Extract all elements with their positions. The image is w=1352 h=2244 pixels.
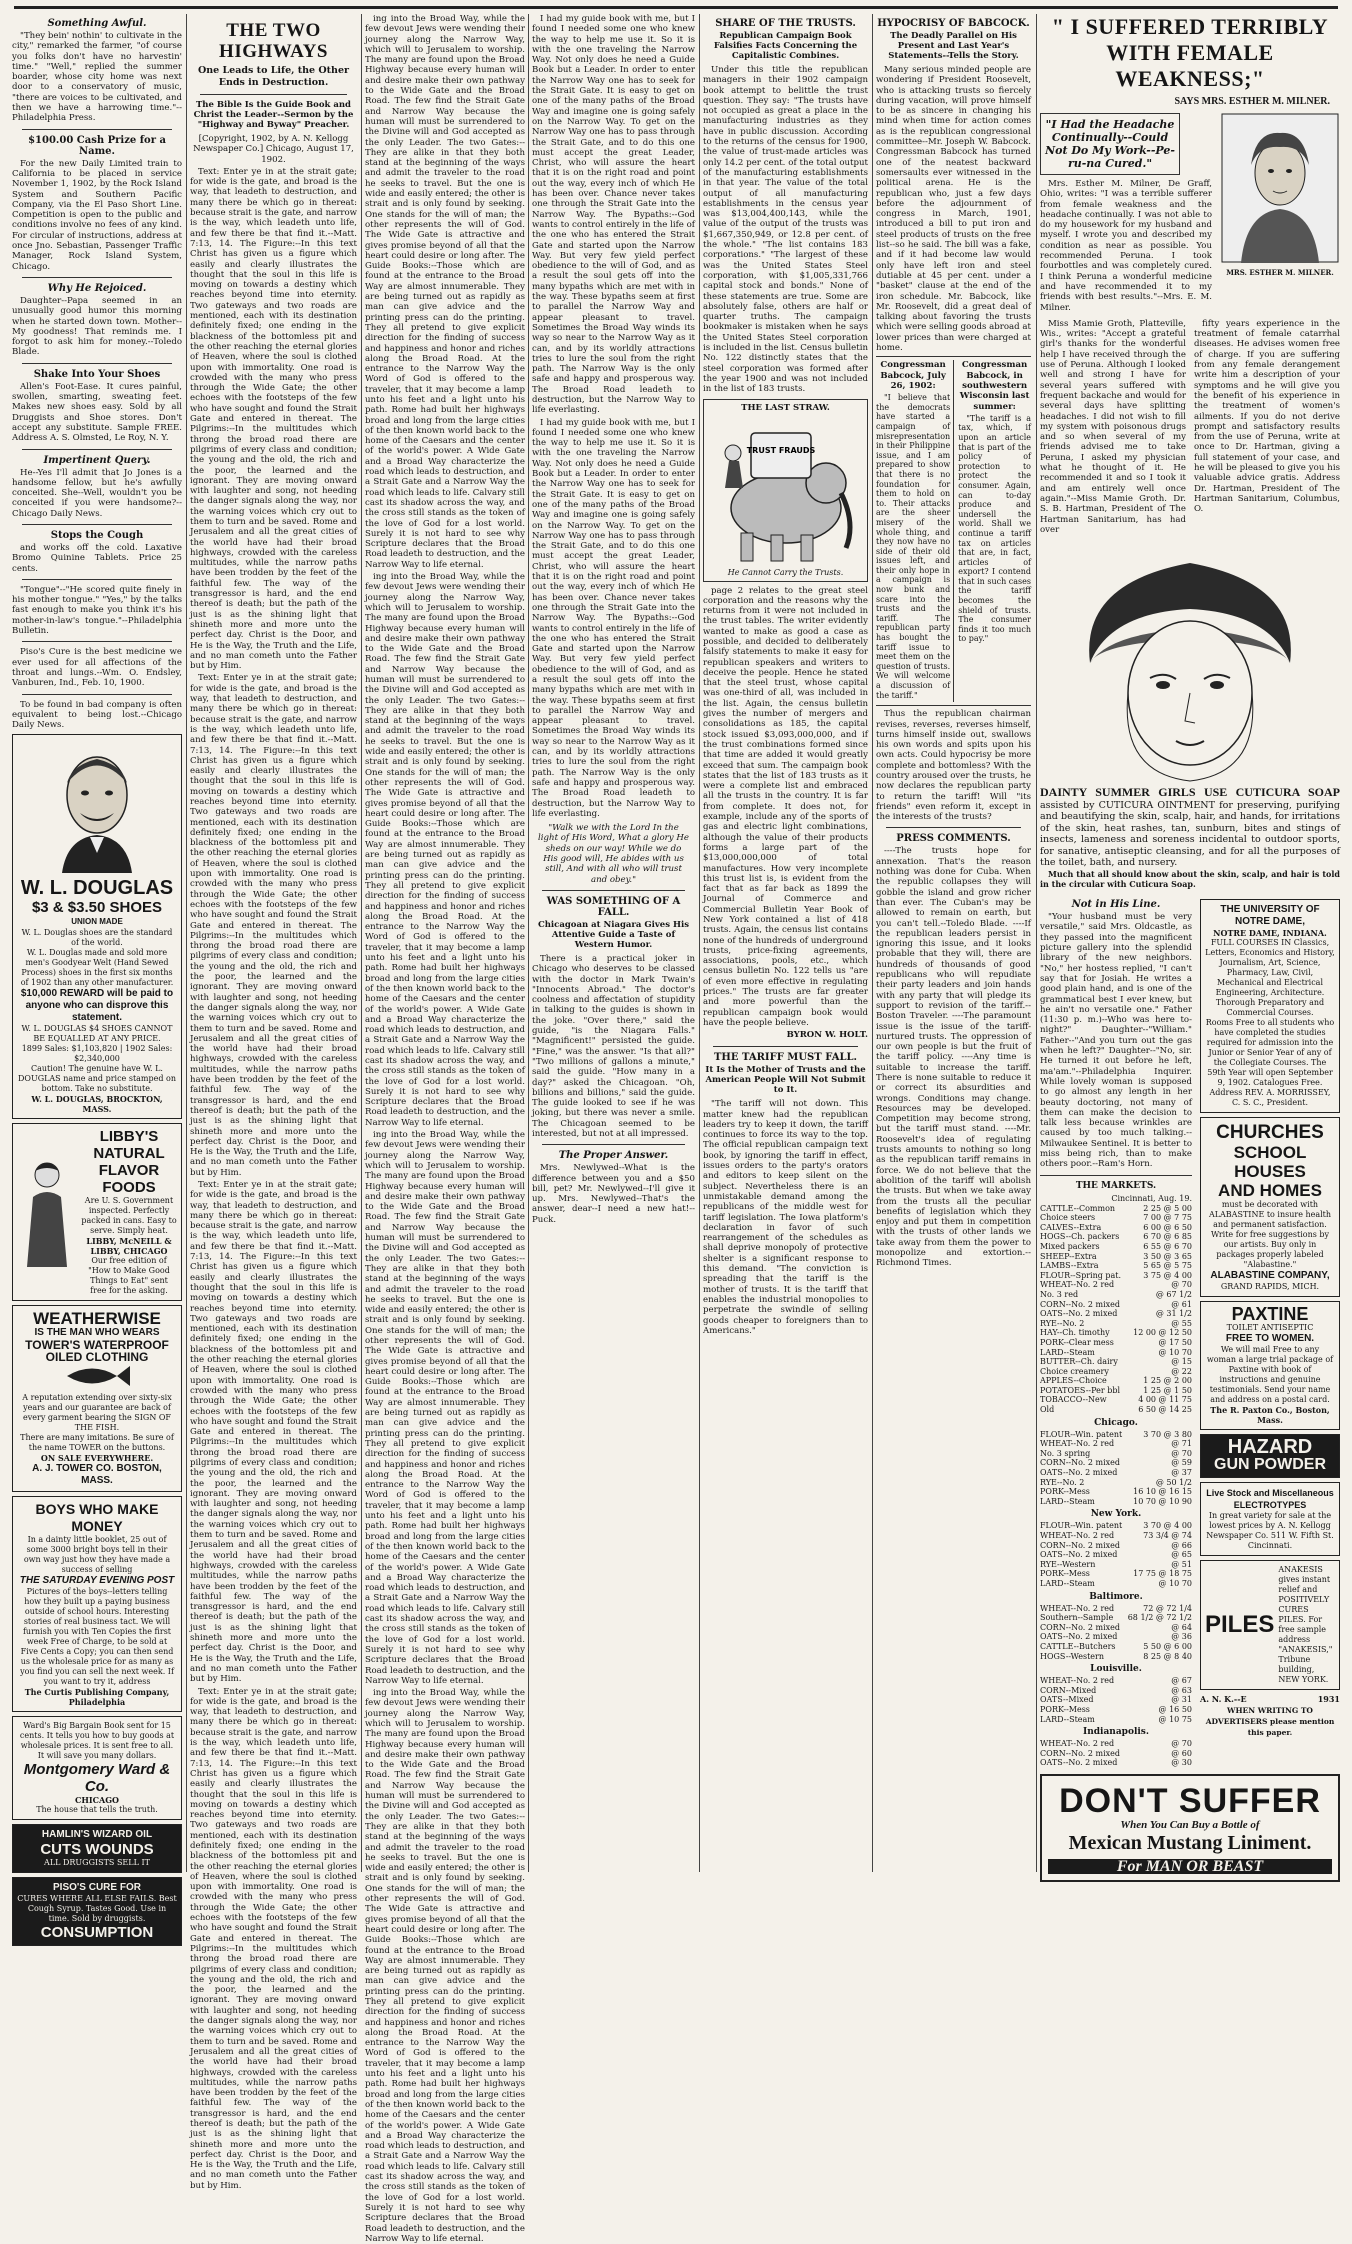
column-1 [12, 14, 182, 1942]
ad-text: Mrs. Esther M. Milner, De Graff, Ohio, writes: "I was a terrible sufferer from female weakness and the headache continually. I was not able to do my housework for my husband and myself. I wrote you and described my condition as near as possible. You recommended Peruna. I took fourbottles and was completely cured. I think Peruna a wonderful medicine and have recommended it to my friends with best results."--Mrs. E. M. Milner. [1040, 179, 1212, 313]
market-item: LARD--Steam [1040, 1578, 1095, 1588]
market-item: HOGS--Ch. packers [1040, 1232, 1120, 1242]
market-price: @ 10 70 [1158, 1578, 1192, 1588]
market-item: CALVES--Extra [1040, 1222, 1102, 1232]
article-text: "The tariff will not down. This matter knew had the republican leaders try to keep it down, the tariff continues to force its way to the top. The official republican campaign text book, by ignoring the tariff in effect, issues orders to the party's orators and editors to keep silent on the subject. Nevertheless there is an unmistakable demand among the republicans of the middle west for tariff legislation. The Iowa platform's declaration in favor of such rearrangement of the schedules as shall deprive monopoly of protective shelter is a significant response to this demand. "The conviction is spreading that the tariff is the mother of trusts. It is the tariff that enables the industrial monopolies to perpetrate the swindle of selling goods cheaper to foreigners than to Americans." [703, 1099, 868, 1336]
market-price: 4 00 @ 11 75 [1138, 1395, 1192, 1405]
market-row [1040, 1290, 1192, 1300]
article-text: To be found in bad company is often equivalent to being lost.--Chicago Daily News. [12, 699, 182, 731]
market-price: @ 59 [1171, 1458, 1192, 1468]
market-item: No. 3 red [1040, 1289, 1079, 1299]
cuticura-headline: DAINTY SUMMER GIRLS USE CUTICURA SOAP [1040, 785, 1340, 800]
ad-text: assisted by CUTICURA OINTMENT for preserving, purifying and beautifying the skin, scalp, hair, and hands, for irritations of the skin, heat rashes, tan, sunburn, bites and stings of insects, lameness and soreness incidental to outdoor sports, for sanative, antiseptic cleansing, and for all the purposes of the toilet, bath, and nursery. [1040, 799, 1340, 869]
market-row [1040, 1252, 1192, 1262]
market-item: OATS--No. 2 mixed [1040, 1758, 1118, 1768]
market-price: 5 50 @ 6 00 [1143, 1641, 1192, 1651]
market-row [1040, 1758, 1192, 1768]
market-item: PORK--Mess [1040, 1487, 1090, 1497]
market-row [1040, 1300, 1192, 1310]
market-item: OATS--Mixed [1040, 1695, 1094, 1705]
market-row [1040, 1541, 1192, 1551]
hazard-ad: HAZARD GUN POWDER [1200, 1434, 1340, 1478]
market-row [1040, 1749, 1192, 1759]
libby-title: LIBBY'S NATURAL FLAVOR FOODS [93, 1128, 165, 1197]
article-heading: Stops the Cough [50, 529, 144, 541]
market-price: 6 55 @ 6 70 [1143, 1241, 1192, 1251]
article-title: THE TWO HIGHWAYS [219, 20, 328, 62]
markets-heading: THE MARKETS. [1075, 1180, 1157, 1191]
market-row [1040, 1623, 1192, 1633]
market-row [1040, 1309, 1192, 1319]
market-item: SHEEP--Extra [1040, 1251, 1097, 1261]
article-text: Text: Enter ye in at the strait gate; for wide is the gate, and broad is the way, that leadeth to destruction, and many there be which go in thereat: because strait is the gate, and narrow is the way, which leadeth unto life, and few there be that find it.--Matt. 7:13, 14. The Figure:--In this text Christ has given us a figure which easily and clearly illustrates the thought that the soul in this life is moving on towards a destiny which reaches beyond time into eternity. Two gateways and two roads are mentioned, each with its destination definitely fixed; one ending in the blackness of the bottomless pit and the other reaching the eternal glories of Heaven, where the soul is clothed upon with immortality. One road is crowded with the many who press through the Wide Gate; the other echoes with the footsteps of the few who have sought and found the Strait Gate and entered in thereat. The Pilgrims:--In the multitudes which throng the broad road there are pilgrims of every class and condition; the young and the old, the rich and the poor, the learned and the ignorant. They are moving onward with laughter and song, not heeding the danger signals along the way, nor the warning voices which cry out to them to turn and be saved. Rome and Jerusalem and all the great cities of the world have had their broad highways, crowded with the careless multitudes, while the narrow paths have been trodden by the feet of the faithful few. The way of the transgressor is hard, and the end thereof is death; but the path of the just is as the shining light that shineth more and more unto the perfect day. Christ is the Door, and He is the Way, the Truth and the Life, and no man cometh unto the Father but by Him. [190, 166, 357, 672]
tower-ad: WEATHERWISE IS THE MAN WHO WEARS TOWER'S WATERPROOF OILED CLOTHING A reputation extending over sixty-six years and our guarantee are back of every garment bearing the SIGN OF THE FISH. There are many imitations. Be sure of the name TOWER on the buttons. ON SALE EVERYWHERE. A. J. TOWER CO. BOSTON, MASS. [12, 1305, 182, 1492]
market-price: @ 66 [1171, 1540, 1192, 1550]
article-text: ing into the Broad Way, while the few devout Jews were wending their journey along the Narrow Way, which will to Jerusalem to worship. The many are found upon the Broad Highway because every human will and desire make their own pathway to the Wide Gate and the Broad Road. The few find the Strait Gate and Narrow Way because the human will must be surrendered to the Divine will and God accepted as the only Leader. The two Gates:--They are alike in that they both stand at the beginning of the ways and admit the traveler to the road he seeks to travel. But the one is wide and easily entered; the other is strait and is only found by seeking. One stands for the will of man; the other represents the will of God. The Wide Gate is attractive and gives promise beyond of all that the heart could desire or long after. The Guide Books:--Those which are found at the entrance to the Broad Way are almost innumerable. They are being turned out as rapidly as man can give advice and the printing press can do the printing. They all pretend to give explicit direction for the finding of success and happiness and honor and riches along the Broad Road. At the entrance to the Narrow Way the Word of God is offered to the traveler, that it may become a lamp unto his feet and a light unto his path. Rome had built her highways broad and long from the large cities of the then known world back to the home of the Caesars and the center of the world's power. A Wide Gate and a Broad Way characterize the road which leads to destruction, and a Strait Gate and a Narrow Way the road which leads to life. Calvary still cast its shadow across the way, and the cross still stands as the token of the love of God for a lost world. Surely it is not hard to see why Scripture declares that the Broad Road leadeth to destruction, and the Narrow Way to life eternal. [365, 572, 525, 1128]
market-item: TOBACCO--New [1040, 1395, 1107, 1405]
article-text: Thus the republican chairman revises, reverses, reverses himself, turns himself inside out, swallows his own words and spits upon his own acts. Could hypocrisy be more complete and bottomless? With the country aroused over the trusts, he now declares the republican party to return the tariff! Will "its friends" even reform it, except in the interests of the trusts? [876, 709, 1031, 823]
article-text: Under this title the republican managers in their 1902 campaign book attempt to belittle the trust question. They say: "The trusts have not occupied as great a place in the manufacturing industries as they have in public discussion. According to the returns of the census for 1900, the value of trust-made articles was only 14.2 per cent. of the total output of the manufacturing establishments in that year. The value of the total output of all manufacturing establishments in the census year was $13,004,400,143, while the value of the output of the trusts was $1,667,350,949, or 12.8 per cent. of the whole." "The list contains 183 corporations." "The largest of these was the United States Steel corporation, with $1,005,331,766 capital stock and bonds." None of these statements are true. Some are absolutely false, others are half or quarter truths. The campaign bookmaker is mistaken when he says the United States Steel corporation is included in the list. Census bulletin No. 122 distinctly states that the steel corporation was formed after the year 1900 and was not included in the list of 183 trusts. [703, 65, 868, 395]
market-item: WHEAT--No. 2 red [1040, 1676, 1115, 1686]
market-row [1040, 1458, 1192, 1468]
market-item: CORN--No. 2 mixed [1040, 1299, 1121, 1309]
article-deck: The Bible Is the Guide Book and Christ the Leader--Sermon by the "Highway and Byway" Preacher. [193, 100, 354, 130]
elephant-cartoon-icon [711, 413, 861, 563]
market-price: 10 70 @ 10 90 [1133, 1496, 1192, 1506]
article-text: For the new Daily Limited train to California to be placed in service November 1, 1902, by the Rock Island System and Southern Pacific Company, via the El Paso Short Line. Competition is open to the public and conditions involve no fees of any kind. For circular of instructions, address at once Jno. Sebastian, Passenger Traffic Manager, Rock Island System, Chicago. [12, 158, 182, 272]
market-price: 12 00 @ 12 50 [1133, 1328, 1192, 1338]
market-row [1040, 1604, 1192, 1614]
market-row [1040, 1652, 1192, 1662]
market-item: WHEAT--No. 2 red [1040, 1603, 1115, 1613]
article-text: and works off the cold. Laxative Bromo Quinine Tablets. Price 25 cents. [12, 542, 182, 574]
market-price: 73 3/4 @ 74 [1143, 1531, 1192, 1541]
market-row [1040, 1261, 1192, 1271]
market-item: WHEAT--No. 2 red [1040, 1280, 1115, 1290]
article-text: Mrs. Newlywed--What is the difference between you and a $50 bill, pet? Mr. Newlywed--I'll give it up. Mrs. Newlywed--That's the answer, dear--I need a new hat!--Puck. [532, 1163, 695, 1225]
market-price: 3 70 @ 4 00 [1143, 1521, 1192, 1531]
article-subhead: It Is the Mother of Trusts and the American People Will Not Submit to It. [705, 1065, 866, 1096]
article-text: Text: Enter ye in at the strait gate; for wide is the gate, and broad is the way, that leadeth to destruction, and many there be which go in thereat: because strait is the gate, and narrow is the way, which leadeth unto life, and few there be that find it.--Matt. 7:13, 14. The Figure:--In this text Christ has given us a figure which easily and clearly illustrates the thought that the soul in this life is moving on towards a destiny which reaches beyond time into eternity. Two gateways and two roads are mentioned, each with its destination definitely fixed; one ending in the blackness of the bottomless pit and the other reaching the eternal glories of Heaven, where the soul is clothed upon with immortality. One road is crowded with the many who press through the Wide Gate; the other echoes with the footsteps of the few who have sought and found the Strait Gate and entered in thereat. The Pilgrims:--In the multitudes which throng the broad road there are pilgrims of every class and condition; the young and the old, the rich and the poor, the learned and the ignorant. They are moving onward with laughter and song, not heeding the danger signals along the way, nor the warning voices which cry out to them to turn and be saved. Rome and Jerusalem and all the great cities of the world have had their broad highways, crowded with the careless multitudes, while the narrow paths have been trodden by the feet of the faithful few. The way of the transgressor is hard, and the end thereof is death; but the path of the just is as the shining light that shineth more and more unto the perfect day. Christ is the Door, and He is the Way, the Truth and the Life, and no man cometh unto the Father but by Him. [190, 673, 357, 1178]
market-item: FLOUR--Spring pat. [1040, 1270, 1122, 1280]
libby-ad: LIBBY'S NATURAL FLAVOR FOODS Are U. S. Government inspected. Perfectly packed in cans. Easy to serve. Simply heat. LIBBY, McNEILL & LIBBY, CHICAGO Our free edition of "How to Make Good Things to Eat" sent free for the asking. [12, 1123, 182, 1301]
market-price: @ 65 [1171, 1550, 1192, 1560]
market-price: @ 15 [1171, 1357, 1192, 1367]
column-rule [361, 14, 362, 1872]
market-price: @ 50 1/2 [1155, 1477, 1192, 1487]
market-item: FLOUR--Win. patent [1040, 1521, 1123, 1531]
cartoon-title: THE LAST STRAW. [741, 402, 830, 413]
markets-table [1040, 1204, 1192, 1415]
market-row [1040, 1739, 1192, 1749]
notre-dame-ad: THE UNIVERSITY OF NOTRE DAME, NOTRE DAME, INDIANA. FULL COURSES IN Classics, Letters, Economics and History, Journalism, Art, Science, Pharmacy, Law, Civil, Mechanical and Electrical Engineering, Architecture. Thorough Preparatory and Commercial Courses. Rooms Free to all students who have completed the studies required for admission into the Junior or Senior Year of any of the Collegiate Courses. The 59th Year will open September 9, 1902. Catalogues Free. Address REV. A. MORRISSEY, C. S. C., President. [1200, 899, 1340, 1113]
column-rule [1036, 14, 1037, 1872]
market-price: 3 50 @ 3 65 [1143, 1251, 1192, 1261]
article-heading: WAS SOMETHING OF A FALL. [546, 895, 681, 918]
market-item: HAY--Ch. timothy [1040, 1328, 1110, 1338]
article-text: "Tongue"--"He scored quite finely in his mother tongue." "Yes," by the talks fast enough to make you think it's his mother-in-law's tongue."--Philadelphia Bulletin. [12, 584, 182, 637]
market-item: APPLES--Choice [1040, 1376, 1107, 1386]
article-text: ing into the Broad Way, while the few devout Jews were wending their journey along the Narrow Way, which will to Jerusalem to worship. The many are found upon the Broad Highway because every human will and desire make their own pathway to the Wide Gate and the Broad Road. The few find the Strait Gate and Narrow Way because the human will must be surrendered to the Divine will and God accepted as the only Leader. The two Gates:--They are alike in that they both stand at the beginning of the ways and admit the traveler to the road he seeks to travel. But the one is wide and easily entered; the other is strait and is only found by seeking. One stands for the will of man; the other represents the will of God. The Wide Gate is attractive and gives promise beyond of all that the heart could desire or long after. The Guide Books:--Those which are found at the entrance to the Broad Way are almost innumerable. They are being turned out as rapidly as man can give advice and the printing press can do the printing. They all pretend to give explicit direction for the finding of success and happiness and honor and riches along the Broad Road. At the entrance to the Narrow Way the Word of God is offered to the traveler, that it may become a lamp unto his feet and a light unto his path. Rome had built her highways broad and long from the large cities of the then known world back to the home of the Caesars and the center of the world's power. A Wide Gate and a Broad Way characterize the road which leads to destruction, and a Strait Gate and a Narrow Way the road which leads to life. Calvary still cast its shadow across the way, and the cross still stands as the token of the love of God for a lost world. Surely it is not hard to see why Scripture declares that the Broad Road leadeth to destruction, and the Narrow Way to life eternal. [365, 14, 525, 570]
market-price: @ 64 [1171, 1622, 1192, 1632]
article-heading: Impertinent Query. [43, 454, 151, 466]
market-row [1040, 1468, 1192, 1478]
market-price: 8 25 @ 8 40 [1143, 1651, 1192, 1661]
article-heading: THE TARIFF MUST FALL. [713, 1052, 858, 1064]
market-row [1040, 1280, 1192, 1290]
market-row [1040, 1569, 1192, 1579]
market-row [1040, 1430, 1192, 1440]
market-row [1040, 1705, 1192, 1715]
market-price: @ 17 50 [1158, 1337, 1192, 1347]
market-item: CORN--No. 2 mixed [1040, 1458, 1121, 1468]
market-price: 17 75 @ 18 75 [1133, 1569, 1192, 1579]
hamlin-ad: HAMLIN'S WIZARD OIL CUTS WOUNDS ALL DRUGGISTS SELL IT [12, 1824, 182, 1873]
market-row [1040, 1348, 1192, 1358]
article-text: ----The trusts hope for annexation. That's the reason nothing was done for Cuba. When the republic collapses they will gobble the island and grow richer than ever. The Cuban's may be allowed to remain on earth, but you can't tell.--Toledo Blade. ----If the republican leaders persist in ignoring this issue, and it looks probable that they will, there are hundreds of thousands of good republicans who will repudiate their party leaders and join hands with any party that will pledge its support to revision of the tariff.--Boston Traveler. ----The paramount issue is the issue of the tariff-nurtured trusts. The oppression of our own people is but the fruit of the tariff policy. ----Any time is suitable to increase the tariff. There is none suitable to reduce it or correct its absurdities and wrongs. Conditions may change. Resources may be developed. Competition may become strong, but the tariff must stand. ----Mr. Roosevelt's idea of regulating trusts amounts to nothing so long as the republican tariff remains in force. We do not believe that the abolition of the tariff will abolish the trusts. But when we take away from the trusts all the peculiar benefits of legislation which they enjoy and put them in competition with the trusts of other lands we take away from them the power to monopolize and extortion.--Richmond Times. [876, 846, 1031, 1269]
market-row [1040, 1223, 1192, 1233]
market-row [1040, 1271, 1192, 1281]
market-item: CORN--No. 2 mixed [1040, 1540, 1121, 1550]
market-item: Choice creamery [1040, 1366, 1109, 1376]
market-item: CATTLE--Butchers [1040, 1641, 1116, 1651]
market-row [1040, 1367, 1192, 1377]
market-price: 16 10 @ 16 15 [1133, 1487, 1192, 1497]
market-row [1040, 1449, 1192, 1459]
douglas-price: $3 & $3.50 SHOES [31, 899, 163, 917]
market-item: RYE--No. 2 [1040, 1318, 1085, 1328]
market-price: 2 25 @ 5 00 [1143, 1203, 1192, 1213]
market-row [1040, 1642, 1192, 1652]
peruna-ad [1040, 113, 1340, 315]
article-text: Many serious minded people are wondering if President Roosevelt, who is attacking trusts so fiercely during vacation, will prove himself to be as sincere in changing his mind when time for action comes as is the republican congressional committee--Mr. Joseph W. Babcock. Congressman Babcock has turned one of the neatest backward somersaults ever witnessed in the political arena. He is the republican who, just a few days before the adjournment of congress in March, 1901, introduced a bill to put iron and steel products of trusts on the free list--so he said. The bill was a fake, and if it had become law would only have left iron and steel dutiable at 45 per cent. under a "basket" clause at the end of the iron schedule. Mr. Babcock, like Mr. Roosevelt, did a great deal of talking about favoring the trusts which were selling goods abroad at lower prices than were charged at home. [876, 65, 1031, 354]
market-item: PORK--Mess [1040, 1569, 1090, 1579]
column-5 [703, 14, 868, 1872]
market-price: @ 36 [1171, 1632, 1192, 1642]
market-item: BUTTER--Ch. dairy [1040, 1357, 1118, 1367]
market-row [1040, 1478, 1192, 1488]
article-heading: Why He Rejoiced. [47, 282, 147, 294]
article-subhead: The Deadly Parallel on His Present and Last Year's Statements--Tells the Story. [888, 31, 1019, 61]
market-row [1040, 1715, 1192, 1725]
article-text: He--Yes I'll admit that Jo Jones is a handsome fellow, but he's awfully conceited. She--Well, wouldn't you be conceited if you were handsome?--Chicago Daily News. [12, 467, 182, 519]
market-item: CORN--No. 2 mixed [1040, 1748, 1121, 1758]
market-row [1040, 1242, 1192, 1252]
hymn-verse: "Walk we with the Lord In the light of His Word, What a glory He sheds on our way! While we do His good will, He abides with us still, And with all who will trust and obey." [538, 823, 689, 885]
portrait-label: MRS. ESTHER M. MILNER. [1226, 268, 1334, 277]
quote-box: "I Had the Headache Continually--Could Not Do My Work--Pe-ru-na Cured." [1040, 113, 1180, 175]
market-row [1040, 1579, 1192, 1589]
article-text: page 2 relates to the great steel corporation and the reasons why the returns from it were not included in the trust tables. The writer evidently wanted to make as good a case as possible, and decided to deliberately falsify statements to make it easy for republican speakers and writers to deceive the people. Hence he stated that the steel trust, whose capital was one-third of all, was included in the list. Again, the census bulletin gives the number of mergers and consolidations as 185, the capital stock issued $3,093,000,000, and if the trust combinations formed since that time are added it would greatly exceed that sum. The campaign book states that the list of 183 trusts as it were a complete list and embraced all the trusts in the country. It is far from complete. It does not, for example, include any of the sports of gas and electric light combinations, although the value of their products forms a large part of the $13,000,000,000 of total manufactures. How very incomplete this trust list is, is evident from the fact that as far back as 1899 the Journal of Commerce and Commercial Bulletin Year Book of New York contained a list of 418 trusts. Again, the census list contains none of the hundreds of underground trusts, price-fixing agreements, associations, pools, etc., which census bulletin No. 122 tells us "are of even more effective in regulating prices." The trusts are far greater and more powerful than the republican campaign book would have the people believe. [703, 585, 868, 1028]
market-row [1040, 1328, 1192, 1338]
market-price: 7 00 @ 7 75 [1143, 1213, 1192, 1223]
market-row [1040, 1338, 1192, 1348]
column-rule [872, 14, 873, 1872]
market-row [1040, 1676, 1192, 1686]
woman-figure-icon [17, 1157, 77, 1267]
market-item: PORK--Mess [1040, 1704, 1090, 1714]
douglas-name: W. L. DOUGLAS [20, 877, 174, 900]
market-price: @ 63 [1171, 1685, 1192, 1695]
market-row [1040, 1357, 1192, 1367]
article-text: I had my guide book with me, but I found I needed some one who knew the way to help me use it. So it is with the one traveling the Narrow Way. Not only does he need a Guide Book but a Leader. In order to enter the Narrow Way one has to seek for the Strait Gate. It is easy to get on one of the many paths of the Broad Way and imagine one is going safely on the Narrow Way. To get on the Narrow Way one has to pass through the Strait Gate, and to do this one must accept the great Leader, Christ, who will assure the heart that it is on the right road and point out the way, every inch of which He has been over. Chance never takes one through the Strait Gate into the Narrow Way. The Bypaths:--God wants to control entirely in the life of the one who has entered the Strait Gate and started upon the Narrow Way. But very few yield perfect obedience to the will of God, and as a result the soul gets off into the many bypaths which are met with in the way. These bypaths seem at first to parallel the Narrow Way and appear pleasant to travel. Sometimes the Broad Way winds its way so near to the Narrow Way as it can, and by its worldly attractions tries to lure the soul from the right path. The Narrow Way is the only safe and happy and prosperous way. The Broad Road leadeth to destruction, but the Narrow Way to life everlasting. [532, 14, 695, 416]
market-price: 3 75 @ 4 00 [1143, 1270, 1192, 1280]
market-row [1040, 1204, 1192, 1214]
cartoon-caption: He Cannot Carry the Trusts. [727, 567, 844, 577]
market-item: Mixed packers [1040, 1241, 1100, 1251]
cartoon-sign: TRUST FRAUDS [746, 445, 815, 455]
market-item: PORK--Clear mess [1040, 1337, 1114, 1347]
markets-table [1040, 1676, 1192, 1724]
market-item: CATTLE--Common [1040, 1203, 1116, 1213]
column-7: " I SUFFERED TERRIBLY WITH FEMALE WEAKNESS;" SAYS MRS. ESTHER M. MILNER. "I Had the Headache Continually--Could Not Do My Work--Pe-ru-na Cured." Mrs. Esther M. Milner, De Graff, Ohio, writes: "I was a terrible sufferer from female weakness and the headache continually. I was not able to do my housework for my husband and myself. I wrote you and described my condition as near as possible. You recommended Peruna. I took fourbottles and was completely cured. I think Peruna a wonderful medicine and have recommended it to my friends with best results."--Mrs. E. M. Milner. MRS. ESTHER M. MILNER. Miss Mamie Groth, Platteville, Wis., writes: "Accept a grateful girl's thanks for the wonderful help I have received through the use of Peruna. Although I looked well and strong I have for several years suffered with frequent backache and would for several days have splitting headaches. I did not wish to fill my system with poisonous drugs and so when several of my friends advised me to take Peruna, I asked my physician what he thought of it. He recommended it and so I took it and am entirely well once again."--Miss Mamie Groth. Dr. S. B. Hartman, President of The Hartman Sanitarium, has had over fifty years experience in the treatment of female catarrhal diseases. He advises women free of charge. If you are suffering from any female derangement write him a description of your symptoms and he will give you the benefit of his experience in the treatment of women's ailments. If you do not derive prompt and satisfactory results from the use of Peruna, write at once to Dr. Hartman, giving a full statement of your case, and he will be pleased to give you his valuable advice gratis. Address Dr. Hartman, President of The Hartman Sanitarium, Columbus, O. DAINTY SUMMER GIRLS USE CUTICURA SOAP assisted by CUTICURA OINTMENT for preserving, purifying and beautifying the skin, scalp, hair, and hands, for irritations of the skin, heat rashes, tan, sunburn, bites and stings of insects, lameness and soreness incidental to outdoor sports, for sanative, antiseptic cleansing, and for all the purposes of the toilet, bath, and nursery. Much that all should know about the skin, scalp, and hair is told in the circular with Cuticura Soap. Not in His Line. "Your husband must be very versatile," said Mrs. Oldcastle, as they passed into the magnificent picture gallery into the splendid library of the new neighbors. "No," her hostess replied, "I can't say that for Josiah. He writes a good plain hand, and is one of the grammatical best I ever knew, but he ain't no versatile one." Father (11:30 p. m.)--Who was here to-night?" Daughter--"William." Father--"And you turn out the gas when he left?" Daughter--"No, sir. He turned it out before he left, ma'am."--Philadelphia Inquirer. While lovely woman is supposed to go almost any length in her beauty doctoring, not many of them can make the decision to talk less because wrinkles are caused by too much talking.--Milwaukee Sentinel. It is better to miss being rich, than to make others poor.--Ram's Horn. THE MARKETS. Cincinnati, Aug. 19. CATTLE--Common 2 25 @ 5 00 Choice steers 7 00 @ 7 75 CALVES--Extra 6 00 @ 6 50 HOGS--Ch. packers 6 70 @ 6 85 Mixed packers 6 55 @ 6 70 SHEEP--Extra 3 50 @ 3 65 LAMBS--Extra 5 65 @ 5 75 FLOUR--Spring pat. 3 75 @ 4 00 WHEAT--No. 2 red @ 70 No. 3 red @ 67 1/2 CORN--No. 2 mixed @ 61 OATS--No. 2 mixed @ 31 1/2 RYE--No. 2 @ 55 HAY--Ch. timothy 12 00 @ 12 50 PORK--Clear mess @ 17 50 LARD--Steam @ 10 70 BUTTER--Ch. dairy @ 15 Choice creamery @ 22 APPLES--Choice 1 25 @ 2 00 POTATOES--Per bbl 1 25 @ 1 50 TOBACCO--New 4 00 @ 11 75 Old 6 50 @ 14 25 Chicago. FLOUR--Win. patent 3 70 @ 3 80 WHEAT--No. 2 red @ 71 No. 3 spring @ 70 CORN--No. 2 mixed @ 59 OATS--No. 2 mixed @ 37 RYE--No. 2 @ 50 1/2 PORK--Mess 16 10 @ 16 15 LARD--Steam 10 70 @ 10 90 New York. FLOUR--Win. patent 3 70 @ 4 00 WHEAT--No. 2 red 73 3/4 @ 74 CORN--No. 2 mixed @ 66 OATS--No. 2 mixed @ 65 RYE--Western @ 51 PORK--Mess 17 75 @ 18 75 LARD--Steam @ 10 70 Baltimore. WHEAT--No. 2 red 72 @ 72 1/4 Southern--Sample 68 1/2 @ 72 1/2 CORN--No. 2 mixed @ 64 OATS--No. 2 mixed @ 36 CATTLE--Butchers 5 50 @ 6 00 HOGS--Western 8 25 @ 8 40 Louisville. WHEAT--No. 2 red @ 67 CORN--Mixed @ 63 OATS--Mixed @ 31 PORK--Mess @ 16 50 LARD--Steam @ 10 75 Indianapolis. WHEAT--No. 2 red @ 70 CORN--No. 2 mixed @ 60 OATS--No. 2 mixed @ 30 THE UNIVERSITY OF NOTRE DAME, NOTRE DAME, INDIANA. FULL COURSES IN Classics, Letters, Economics and History, Journalism, Art, Science, Pharmacy, Law, Civil, Mechanical and Electrical Engineering, Architecture. Thorough Preparatory and Commercial Courses. Rooms Free to all students who have completed the studies required for admission into the Junior or Senior Year of any of the Collegiate Courses. The 59th Year will open September 9, 1902. Catalogues Free. Address REV. A. MORRISSEY, C. S. C., President. CHURCHES SCHOOL HOUSES AND HOMES must be decorated with ALABASTINE to insure health and permanent satisfaction. Write for free suggestions by our artists. Buy only in packages properly labeled "Alabastine." ALABASTINE COMPANY, GRAND RAPIDS, MICH. PAXTINE TOILET ANTISEPTIC FREE TO WOMEN. We will mail Free to any woman a large trial package of Paxtine with book of instructions and genuine testimonials. Send your name and address on a postal card. The R. Paxton Co., Boston, Mass. HAZARD GUN POWDER Live Stock and Miscellaneous ELECTROTYPES In great variety for sale at the lowest prices by A. N. Kellogg Newspaper Co. 511 W. Fifth St. Cincinnati. PILES ANAKESIS gives instant relief and POSITIVELY CURES PILES. For free sample address "ANAKESIS," Tribune building, NEW YORK. A. N. K.--E 1931 WHEN WRITING TO ADVERTISERS please mention this paper. DON'T SUFFER When You Can Buy a Bottle of Mexican Mustang Liniment. For MAN OR BEAST [1040, 14, 1340, 1872]
article-text: Daughter--Papa seemed in an unusually good humor this morning when he started down town. Mother--My goodness! That reminds me. I forgot to ask him for money.--Toledo Blade. [12, 295, 182, 358]
article-text: ing into the Broad Way, while the few devout Jews were wending their journey along the Narrow Way, which will to Jerusalem to worship. The many are found upon the Broad Highway because every human will and desire make their own pathway to the Wide Gate and the Broad Road. The few find the Strait Gate and Narrow Way because the human will must be surrendered to the Divine will and God accepted as the only Leader. The two Gates:--They are alike in that they both stand at the beginning of the ways and admit the traveler to the road he seeks to travel. But the one is wide and easily entered; the other is strait and is only found by seeking. One stands for the will of man; the other represents the will of God. The Wide Gate is attractive and gives promise beyond of all that the heart could desire or long after. The Guide Books:--Those which are found at the entrance to the Broad Way are almost innumerable. They are being turned out as rapidly as man can give advice and the printing press can do the printing. They all pretend to give explicit direction for the finding of success and happiness and honor and riches along the Broad Road. At the entrance to the Narrow Way the Word of God is offered to the traveler, that it may become a lamp unto his feet and a light unto his path. Rome had built her highways broad and long from the large cities of the then known world back to the home of the Caesars and the center of the world's power. A Wide Gate and a Broad Way characterize the road which leads to destruction, and a Strait Gate and a Narrow Way the road which leads to life. Calvary still cast its shadow across the way, and the cross still stands as the token of the love of God for a lost world. Surely it is not hard to see why Scripture declares that the Broad Road leadeth to destruction, and the Narrow Way to life eternal. [365, 1688, 525, 2244]
mustang-liniment-ad: DON'T SUFFER When You Can Buy a Bottle of Mexican Mustang Liniment. For MAN OR BEAST [1040, 1774, 1340, 1882]
market-row [1040, 1405, 1192, 1415]
top-rule [14, 6, 1338, 9]
market-row [1040, 1376, 1192, 1386]
market-item: FLOUR--Win. patent [1040, 1429, 1123, 1439]
cuticura-ad [1040, 543, 1340, 889]
article-heading: $100.00 Cash Prize for a Name. [28, 134, 166, 157]
article-text: Piso's Cure is the best medicine we ever used for all affections of the throat and lungs.--Wm. O. Endsley, Vanburen, Ind., Feb. 10, 1900. [12, 647, 182, 689]
market-price: 1 25 @ 1 50 [1143, 1385, 1192, 1395]
market-item: Choice steers [1040, 1213, 1096, 1223]
market-price: @ 67 1/2 [1155, 1289, 1192, 1299]
market-row [1040, 1531, 1192, 1541]
article-heading: SHARE OF THE TRUSTS. [715, 18, 856, 29]
market-item: Old [1040, 1405, 1055, 1415]
market-item: No. 3 spring [1040, 1448, 1091, 1458]
paxtine-ad: PAXTINE TOILET ANTISEPTIC FREE TO WOMEN. We will mail Free to any woman a large trial package of Paxtine with book of instructions and genuine testimonials. Send your name and address on a postal card. The R. Paxton Co., Boston, Mass. [1200, 1301, 1340, 1430]
market-price: @ 71 [1171, 1439, 1192, 1449]
fish-icon [62, 1363, 132, 1389]
summer-girl-illustration-icon [1050, 543, 1330, 783]
ad-text: Miss Mamie Groth, Platteville, Wis., writes: "Accept a grateful girl's thanks for the wonderful help I have received through the use of Peruna. Although I looked well and strong I have for several years suffered with frequent backache and would for several days have splitting headaches. I did not wish to fill my system with poisonous drugs and so when several of my friends advised me to take Peruna, I asked my physician what he thought of it. He recommended it and so I took it and am entirely well once again."--Miss Mamie Groth. Dr. S. B. Hartman, President of The Hartman Sanitarium, has had over [1040, 318, 1186, 535]
market-price: @ 55 [1171, 1318, 1192, 1328]
market-price: @ 70 [1171, 1448, 1192, 1458]
market-item: CORN--No. 2 mixed [1040, 1622, 1121, 1632]
market-row [1040, 1487, 1192, 1497]
market-price: @ 37 [1171, 1468, 1192, 1478]
market-item: RYE--Western [1040, 1559, 1096, 1569]
piso-ad: PISO'S CURE FOR CURES WHERE ALL ELSE FAILS. Best Cough Syrup. Tastes Good. Use in time. Sold by druggists. CONSUMPTION [12, 1877, 182, 1946]
article-text: Text: Enter ye in at the strait gate; for wide is the gate, and broad is the way, that leadeth to destruction, and many there be which go in thereat: because strait is the gate, and narrow is the way, which leadeth unto life, and few there be that find it.--Matt. 7:13, 14. The Figure:--In this text Christ has given us a figure which easily and clearly illustrates the thought that the soul in this life is moving on towards a destiny which reaches beyond time into eternity. Two gateways and two roads are mentioned, each with its destination definitely fixed; one ending in the blackness of the bottomless pit and the other reaching the eternal glories of Heaven, where the soul is clothed upon with immortality. One road is crowded with the many who press through the Wide Gate; the other echoes with the footsteps of the few who have sought and found the Strait Gate and entered in thereat. The Pilgrims:--In the multitudes which throng the broad road there are pilgrims of every class and condition; the young and the old, the rich and the poor, the learned and the ignorant. They are moving onward with laughter and song, not heeding the danger signals along the way, nor the warning voices which cry out to them to turn and be saved. Rome and Jerusalem and all the great cities of the world have had their broad highways, crowded with the careless multitudes, while the narrow paths have been trodden by the feet of the faithful few. The way of the transgressor is hard, and the end thereof is death; but the path of the just is as the shining light that shineth more and more unto the perfect day. Christ is the Door, and He is the Way, the Truth and the Life, and no man cometh unto the Father but by Him. [190, 1686, 357, 2191]
article-subtitle: One Leads to Life, the Other Ends in Destruction. [197, 65, 350, 88]
market-price: @ 61 [1171, 1299, 1192, 1309]
market-row [1040, 1497, 1192, 1507]
market-item: OATS--No. 2 mixed [1040, 1550, 1118, 1560]
article-text: "They bein' nothin' to cultivate in the city," remarked the farmer, "of course you folks don't have no harvestin' time." "Well," replied the summer boarder, whose city home was next door to a conservatory of music, "there are voices to be cultivated, and then we have a harrowing time."--Philadelphia Press. [12, 31, 182, 124]
ad-text: Much that all should know about the skin, scalp, and hair is told in the circular with Cuticura Soap. [1040, 868, 1340, 889]
article-text: ing into the Broad Way, while the few devout Jews were wending their journey along the Narrow Way, which will to Jerusalem to worship. The many are found upon the Broad Highway because every human will and desire make their own pathway to the Wide Gate and the Broad Road. The few find the Strait Gate and Narrow Way because the human will must be surrendered to the Divine will and God accepted as the only Leader. The two Gates:--They are alike in that they both stand at the beginning of the ways and admit the traveler to the road he seeks to travel. But the one is wide and easily entered; the other is strait and is only found by seeking. One stands for the will of man; the other represents the will of God. The Wide Gate is attractive and gives promise beyond of all that the heart could desire or long after. The Guide Books:--Those which are found at the entrance to the Broad Way are almost innumerable. They are being turned out as rapidly as man can give advice and the printing press can do the printing. They all pretend to give explicit direction for the finding of success and happiness and honor and riches along the Broad Road. At the entrance to the Narrow Way the Word of God is offered to the traveler, that it may become a lamp unto his feet and a light unto his path. Rome had built her highways broad and long from the large cities of the then known world back to the home of the Caesars and the center of the world's power. A Wide Gate and a Broad Way characterize the road which leads to destruction, and a Strait Gate and a Narrow Way the road which leads to life. Calvary still cast its shadow across the way, and the cross still stands as the token of the love of God for a lost world. Surely it is not hard to see why Scripture declares that the Broad Road leadeth to destruction, and the Narrow Way to life eternal. [365, 1130, 525, 1686]
article-text: "Your husband must be very versatile," said Mrs. Oldcastle, as they passed into the magnificent picture gallery into the splendid library of the new neighbors. "No," her hostess replied, "I can't say that for Josiah. He writes a good plain hand, and is one of the grammatical best I ever knew, but he ain't no versatile one." Father (11:30 p. m.)--Who was here to-night?" Daughter--"William." Father--"And you turn out the gas when he left?" Daughter--"No, sir. He turned it out before he left, ma'am."--Philadelphia Inquirer. While lovely woman is supposed to go almost any length in her beauty doctoring, not many of them can make the decision to talk less because wrinkles are caused by too much talking.--Milwaukee Sentinel. It is better to miss being rich, than to make others poor.--Ram's Horn. [1040, 912, 1192, 1170]
market-item: Southern--Sample [1040, 1613, 1114, 1623]
market-price: @ 31 1/2 [1155, 1309, 1192, 1319]
article-text: Text: Enter ye in at the strait gate; for wide is the gate, and broad is the way, that leadeth to destruction, and many there be which go in thereat: because strait is the gate, and narrow is the way, which leadeth unto life, and few there be that find it.--Matt. 7:13, 14. The Figure:--In this text Christ has given us a figure which easily and clearly illustrates the thought that the soul in this life is moving on towards a destiny which reaches beyond time into eternity. Two gateways and two roads are mentioned, each with its destination definitely fixed; one ending in the blackness of the bottomless pit and the other reaching the eternal glories of Heaven, where the soul is clothed upon with immortality. One road is crowded with the many who press through the Wide Gate; the other echoes with the footsteps of the few who have sought and found the Strait Gate and entered in thereat. The Pilgrims:--In the multitudes which throng the broad road there are pilgrims of every class and condition; the young and the old, the rich and the poor, the learned and the ignorant. They are moving onward with laughter and song, not heeding the danger signals along the way, nor the warning voices which cry out to them to turn and be saved. Rome and Jerusalem and all the great cities of the world have had their broad highways, crowded with the careless multitudes, while the narrow paths have been trodden by the feet of the faithful few. The way of the transgressor is hard, and the end thereof is death; but the path of the just is as the shining light that shineth more and more unto the perfect day. Christ is the Door, and He is the Way, the Truth and the Life, and no man cometh unto the Father but by Him. [190, 1179, 357, 1685]
ank-code: A. N. K.--E [1200, 1694, 1247, 1705]
market-price: @ 30 [1171, 1758, 1192, 1768]
peruna-headline: " I SUFFERED TERRIBLY WITH FEMALE WEAKNESS;" [1051, 14, 1329, 91]
market-row [1040, 1550, 1192, 1560]
market-price: @ 67 [1171, 1676, 1192, 1686]
market-item: LARD--Steam [1040, 1347, 1095, 1357]
market-row [1040, 1213, 1192, 1223]
market-item: POTATOES--Per bbl [1040, 1385, 1121, 1395]
market-item: OATS--No. 2 mixed [1040, 1468, 1118, 1478]
deadly-parallel: Congressman Babcock, July 26, 1902: "I believe that the democrats have started a campaign of misrepresentation in their Philippine issue, and I am prepared to show that there is no foundation for them to hold on to. Their attacks are the sheer misery of the whole thing, and they now have no side of their old issues left, and their only hope in a campaign is now bunk and scare into the trusts and the tariff. The republican party has bought the tariff issue to meet them on the question of trusts. We will welcome a discussion of the tariff." Congressman Babcock, in southwestern Wisconsin last summer: "The tariff is a tax, which, if upon an article that is part of the policy of protection to protect the consumer. Again, can to-day produce and undersell the world. Shall we continue a tariff tax on articles that are, in fact, articles of export? I contend that in such cases the tariff becomes the shield of trusts. The consumer finds it too much to pay." [876, 356, 1031, 706]
market-price: @ 70 [1171, 1739, 1192, 1749]
market-price: @ 10 75 [1158, 1714, 1192, 1724]
column-rule [528, 14, 529, 1872]
market-price: @ 22 [1171, 1366, 1192, 1376]
market-row [1040, 1686, 1192, 1696]
article-heading: PRESS COMMENTS. [896, 833, 1011, 845]
market-price: @ 60 [1171, 1748, 1192, 1758]
article-text: Allen's Foot-Ease. It cures painful, swollen, smarting, sweating feet. Makes new shoes easy. Sold by all Druggists and Shoe stores. Don't accept any substitute. Sample FREE. Address A. S. Olmsted, Le Roy, N. Y. [12, 381, 182, 444]
market-price: @ 51 [1171, 1559, 1192, 1569]
ad-text: fifty years experience in the treatment of female catarrhal diseases. He advises women free of charge. If you are suffering from any female derangement write him a description of your symptoms and he will give you the benefit of his experience in the treatment of women's ailments. If you do not derive prompt and satisfactory results from the use of Peruna, write at once to Dr. Hartman, giving a full statement of your case, and he will be pleased to give you his valuable advice gratis. Address Dr. Hartman, President of The Hartman Sanitarium, Columbus, O. [1194, 318, 1340, 515]
market-row [1040, 1232, 1192, 1242]
market-item: HOGS--Western [1040, 1651, 1105, 1661]
markets-table [1040, 1739, 1192, 1768]
market-price: 6 50 @ 14 25 [1138, 1405, 1192, 1415]
column-rule [699, 14, 700, 1872]
copyright-line: [Copyright, 1902, by A. N. Kellogg Newspaper Co.] Chicago, August 17, 1902. [193, 134, 354, 165]
douglas-union: UNION MADE [71, 917, 123, 927]
article-subhead: Republican Campaign Book Falsifies Facts Concerning the Capitalistic Combines. [713, 31, 858, 61]
montgomery-ward-ad: Ward's Big Bargain Book sent for 15 cents. It tells you how to buy goods at wholesale prices. It is sent free to all. It will save you many dollars. Montgomery Ward & Co. CHICAGO The house that tells the truth. [12, 1716, 182, 1820]
article-text: I had my guide book with me, but I found I needed some one who knew the way to help me use it. So it is with the one traveling the Narrow Way. Not only does he need a Guide Book but a Leader. In order to enter the Narrow Way one has to seek for the Strait Gate. It is easy to get on one of the many paths of the Broad Way and imagine one is going safely on the Narrow Way. To get on the Narrow Way one has to pass through the Strait Gate, and to do this one must accept the great Leader, Christ, who will assure the heart that it is on the right road and point out the way, every inch of which He has been over. Chance never takes one through the Strait Gate into the Narrow Way. The Bypaths:--God wants to control entirely in the life of the one who has entered the Strait Gate and started upon the Narrow Way. But very few yield perfect obedience to the will of God, and as a result the soul gets off into the many bypaths which are met with in the way. These bypaths seem at first to parallel the Narrow Way and appear pleasant to travel. Sometimes the Broad Way winds its way so near to the Narrow Way as it can, and by its worldly attractions tries to lure the soul from the right path. The Narrow Way is the only safe and happy and prosperous way. The Broad Road leadeth to destruction, but the Narrow Way to life everlasting. [532, 417, 695, 819]
writing-notice: WHEN WRITING TO ADVERTISERS please mention this paper. [1205, 1706, 1335, 1738]
market-price: @ 70 [1171, 1280, 1192, 1290]
column-rule [186, 14, 187, 1872]
market-row [1040, 1395, 1192, 1405]
market-price: 72 @ 72 1/4 [1143, 1603, 1192, 1613]
article-heading: Something Awful. [47, 18, 147, 29]
market-row [1040, 1695, 1192, 1705]
market-item: CORN--Mixed [1040, 1685, 1097, 1695]
market-price: 1 25 @ 2 00 [1143, 1376, 1192, 1386]
market-item: LARD--Steam [1040, 1714, 1095, 1724]
market-item: WHEAT--No. 2 red [1040, 1439, 1115, 1449]
byline: BYRON W. HOLT. [786, 1030, 868, 1041]
market-item: RYE--No. 2 [1040, 1477, 1085, 1487]
douglas-portrait-icon [42, 743, 152, 873]
market-price: 6 00 @ 6 50 [1143, 1222, 1192, 1232]
cartoon [703, 399, 868, 582]
market-price: @ 16 50 [1158, 1704, 1192, 1714]
market-price: 68 1/2 @ 72 1/2 [1127, 1613, 1192, 1623]
market-item: LAMBS--Extra [1040, 1261, 1099, 1271]
markets-table [1040, 1430, 1192, 1507]
market-price: 6 70 @ 6 85 [1143, 1232, 1192, 1242]
column-4 [532, 14, 695, 1872]
market-item: OATS--No. 2 mixed [1040, 1309, 1118, 1319]
douglas-shoes-ad: W. L. DOUGLAS $3 & $3.50 SHOES UNION MADE W. L. Douglas shoes are the standard of the world. W. L. Douglas made and sold more men's Goodyear Welt (Hand Sewed Process) shoes in the first six months of 1902 than any other manufacturer. $10,000 REWARD will be paid to anyone who can disprove this statement. W. L. DOUGLAS $4 SHOES CANNOT BE EQUALLED AT ANY PRICE. 1899 Sales: $1,103,820 | 1902 Sales: $2,340,000 Caution! The genuine have W. L. DOUGLAS name and price stamped on bottom. Take no substitute. W. L. DOUGLAS, BROCKTON, MASS. [12, 734, 182, 1119]
market-item: WHEAT--No. 2 red [1040, 1531, 1115, 1541]
article-heading: The Proper Answer. [558, 1150, 669, 1162]
article-heading: Shake Into Your Shoes [33, 368, 161, 380]
article-heading: HYPOCRISY OF BABCOCK. [877, 18, 1030, 29]
market-row [1040, 1386, 1192, 1396]
market-price: 3 70 @ 3 80 [1143, 1429, 1192, 1439]
piles-ad: PILES ANAKESIS gives instant relief and POSITIVELY CURES PILES. For free sample address "ANAKESIS," Tribune building, NEW YORK. [1200, 1560, 1340, 1690]
market-row [1040, 1560, 1192, 1570]
market-row [1040, 1439, 1192, 1449]
article-subhead: Chicagoan at Niagara Gives His Attentive Guide a Taste of Western Humor. [537, 919, 690, 950]
article-text: There is a practical joker in Chicago who deserves to be classed with the doctor in Mark Twain's "Innocents Abroad." The doctor's coolness and affectation of stupidity in talking to the guides is shown in the joke. "Over there," said the guide, "is the Niagara Falls." "Magnificent!" persisted the guide. "Fine," was the answer. "Is that all?" "Two millions of gallons a minute," said the guide. "How many in a day?" asked the Chicagoan. "Oh, billions and billions," said the guide. The guide looked to see if he was joking, but there was never a smile. The Chicagoan seemed to be interested, but not at all impressed. [532, 953, 695, 1139]
market-row [1040, 1521, 1192, 1531]
column-2 [190, 14, 357, 2191]
market-item: WHEAT--No. 2 red [1040, 1739, 1115, 1749]
market-row [1040, 1319, 1192, 1329]
electrotypes-ad: Live Stock and Miscellaneous ELECTROTYPES In great variety for sale at the lowest prices by A. N. Kellogg Newspaper Co. 511 W. Fifth St. Cincinnati. [1200, 1482, 1340, 1556]
column-6 [876, 14, 1031, 1872]
alabastine-ad: CHURCHES SCHOOL HOUSES AND HOMES must be decorated with ALABASTINE to insure health and permanent satisfaction. Write for free suggestions by our artists. Buy only in packages properly labeled "Alabastine." ALABASTINE COMPANY, GRAND RAPIDS, MICH. [1200, 1117, 1340, 1297]
market-item: LARD--Steam [1040, 1496, 1095, 1506]
market-row [1040, 1613, 1192, 1623]
peruna-says: SAYS MRS. ESTHER M. MILNER. [1174, 96, 1330, 107]
market-price: @ 10 70 [1158, 1347, 1192, 1357]
market-price: @ 31 [1171, 1695, 1192, 1705]
article-heading: Not in His Line. [1071, 899, 1161, 911]
milner-portrait-icon [1221, 113, 1339, 263]
ank-number: 1931 [1317, 1694, 1340, 1705]
column-3 [365, 14, 525, 2244]
markets-table [1040, 1521, 1192, 1588]
market-price: 5 65 @ 5 75 [1143, 1261, 1192, 1271]
markets-table [1040, 1604, 1192, 1662]
saturday-post-ad: BOYS WHO MAKE MONEY In a dainty little booklet, 25 out of some 3000 bright boys tell in their own way just how they have made a success of selling THE SATURDAY EVENING POST Pictures of the boys--letters telling how they built up a paying business outside of school hours. Interesting stories of real business tact. We will furnish you with Ten Copies the first week Free of Charge, to be sold at Five Cents a Copy; you can then send us the wholesale price for as many as you find you can sell the next week. If you want to try it, address The Curtis Publishing Company, Philadelphia [12, 1496, 182, 1712]
market-row [1040, 1632, 1192, 1642]
market-item: OATS--No. 2 mixed [1040, 1632, 1118, 1642]
